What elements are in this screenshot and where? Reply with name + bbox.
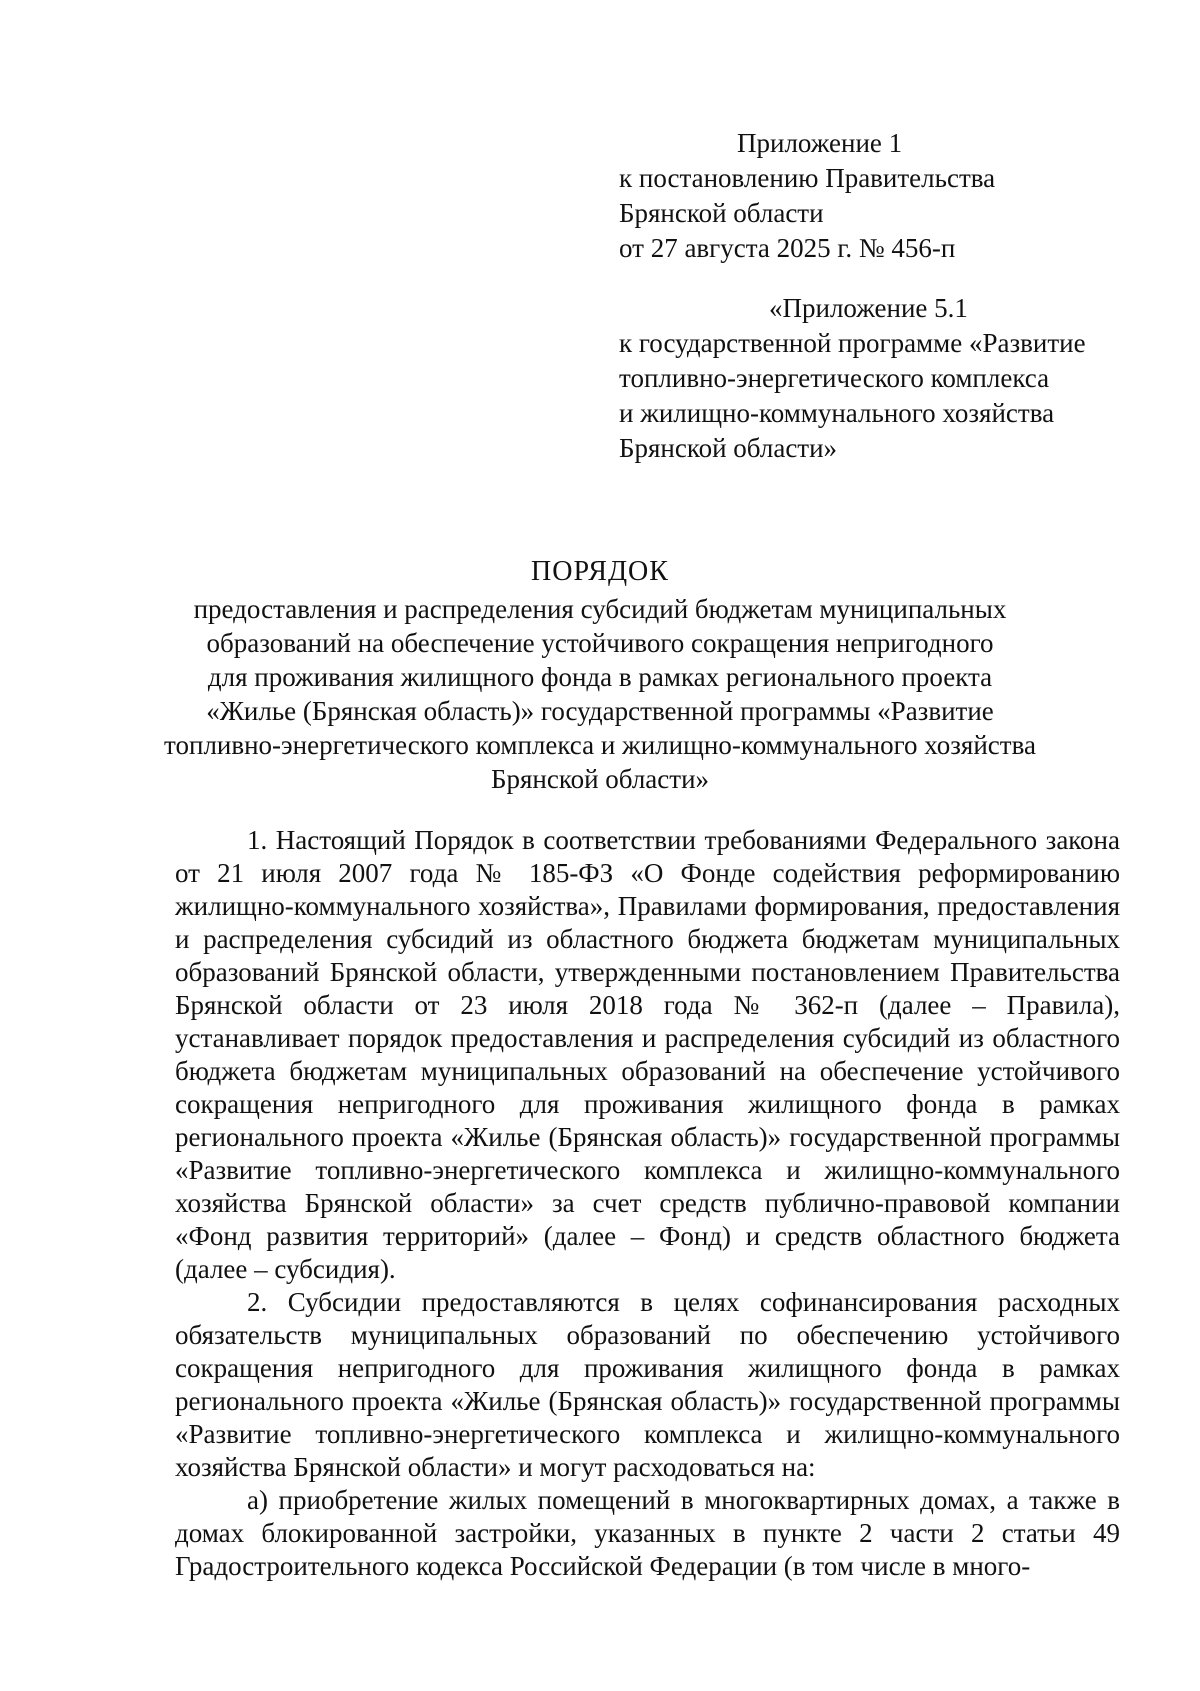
appendix-5-1-title: «Приложение 5.1 xyxy=(769,293,968,323)
title-line-1: предоставления и распределения субсидий бюджетам муниципальных xyxy=(193,594,1007,624)
appendix-5-1-line-3: топливно-энергетического комплекса xyxy=(619,363,1050,393)
title-line-2: образований на обеспечение устойчивого сокращения непригодного xyxy=(206,628,994,658)
appendix-1-header xyxy=(619,126,995,266)
appendix-1-line-3: Брянской области xyxy=(619,198,824,228)
title-line-6: Брянской области» xyxy=(490,764,710,794)
appendix-1-date-number: от 27 августа 2025 г. № 456-п xyxy=(619,233,956,263)
title-line-5: топливно-энергетического комплекса и жилищно-коммунального хозяйства xyxy=(164,730,1036,760)
title-line-4: «Жилье (Брянская область)» государственной программы «Развитие xyxy=(206,696,994,726)
document-body xyxy=(175,824,1120,1583)
appendix-1-title: Приложение 1 xyxy=(737,128,903,158)
document-heading: ПОРЯДОК xyxy=(531,556,669,587)
title-line-3: для проживания жилищного фонда в рамках регионального проекта xyxy=(207,662,993,692)
appendix-5-1-line-2: к государственной программе «Развитие xyxy=(619,328,1086,358)
appendix-5-1-header xyxy=(619,291,1086,466)
paragraph-2a: а) приобретение жилых помещений в многоквартирных домах, а также в домах блокированной застройки, указанных в пункте 2 части 2 статьи 49 Градостроительного кодекса Российской Федерации (в том числе в много- xyxy=(175,1485,1120,1581)
paragraph-1: 1. Настоящий Порядок в соответствии требованиями Федерального закона от 21 июля 2007 года № 185-ФЗ «О Фонде содействия реформированию жилищно-коммунального хозяйства», Правилами формирования, предоставления и распределения субсидий из областного бюджета бюджетам муниципальных образований Брянской области, утвержденными постановлением Правительства Брянской области от 23 июля 2018 года № 362-п (далее – Правила), устанавливает порядок предоставления и распределения субсидий из областного бюджета бюджетам муниципальных образований на обеспечение устойчивого сокращения непригодного для проживания жилищного фонда в рамках регионального проекта «Жилье (Брянская область)» государственной программы «Развитие топливно-энергетического комплекса и жилищно-коммунального хозяйства Брянской области» за счет средств публично-правовой компании «Фонд развития территорий» (далее – Фонд) и средств областного бюджета (далее – субсидия). xyxy=(175,825,1120,1284)
document-title-block xyxy=(150,555,1050,796)
appendix-5-1-line-5: Брянской области» xyxy=(619,433,838,463)
appendix-1-line-2: к постановлению Правительства xyxy=(619,163,996,193)
paragraph-2: 2. Субсидии предоставляются в целях софинансирования расходных обязательств муниципальных образований по обеспечению устойчивого сокращения непригодного для проживания жилищного фонда в рамках регионального проекта «Жилье (Брянская область)» государственной программы «Развитие топливно-энергетического комплекса и жилищно-коммунального хозяйства Брянской области» и могут расходоваться на: xyxy=(175,1287,1120,1482)
appendix-5-1-line-4: и жилищно-коммунального хозяйства xyxy=(619,398,1055,428)
